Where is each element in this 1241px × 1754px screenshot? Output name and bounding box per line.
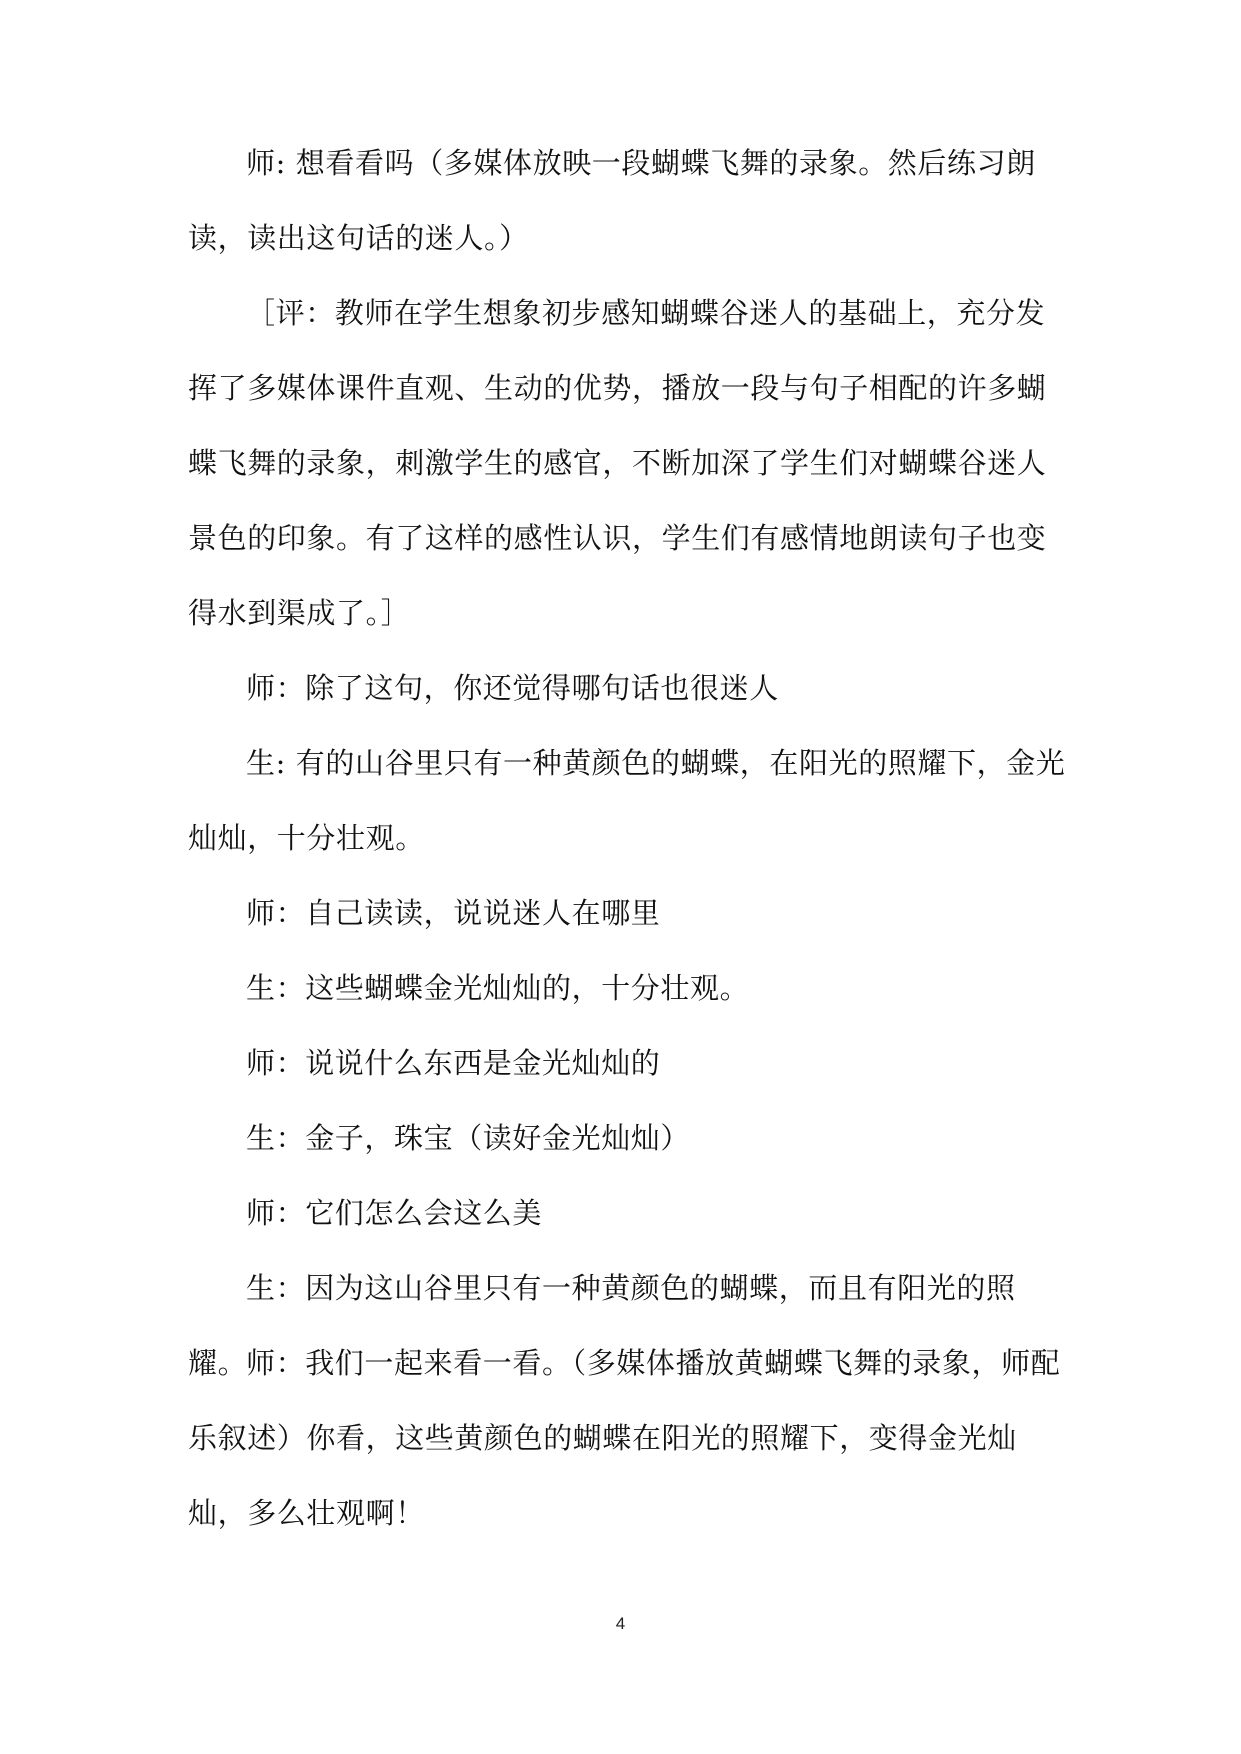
paragraph-teacher-narration: 师：我们一起来看一看。（多媒体播放黄蝴蝶飞舞的录象，师配乐叙述）你看，这些黄颜色的蝴蝶在阳光的照耀下，变得金光灿灿，多么壮观啊！ <box>188 1346 1061 1530</box>
paragraph-student-answer-4: 生：因为这山谷里只有一种黄颜色的蝴蝶，而且有阳光的照耀。 <box>188 1271 1016 1380</box>
paragraph-teacher-question-4: 师：它们怎么会这么美 <box>246 1196 543 1230</box>
paragraph-student-answer-1: 生: 有的山谷里只有一种黄颜色的蝴蝶，在阳光的照耀下，金光灿灿，十分壮观。 <box>188 746 1066 855</box>
page-number: 4 <box>615 1614 626 1633</box>
paragraph-teacher-question-2: 师：自己读读，说说迷人在哪里 <box>246 896 661 930</box>
paragraph-student-answer-3: 生：金子，珠宝（读好金光灿灿） <box>246 1121 691 1155</box>
paragraph-commentary: ［评：教师在学生想象初步感知蝴蝶谷迷人的基础上，充分发挥了多媒体课件直观、生动的优势，播放一段与句子相配的许多蝴蝶飞舞的录象，刺激学生的感官，不断加深了学生们对蝴蝶谷迷人景色的印象。有了这样的感性认识，学生们有感情地朗读句子也变得水到渠成了。］ <box>188 296 1047 630</box>
paragraph-teacher-watch-video: 师: 想看看吗（多媒体放映一段蝴蝶飞舞的录象。然后练习朗读，读出这句话的迷人。） <box>188 146 1036 255</box>
paragraph-student-answer-2: 生：这些蝴蝶金光灿灿的，十分壮观。 <box>246 971 750 1005</box>
paragraph-teacher-question-3: 师：说说什么东西是金光灿灿的 <box>246 1046 661 1080</box>
paragraph-teacher-question-1: 师：除了这句，你还觉得哪句话也很迷人 <box>246 671 779 705</box>
